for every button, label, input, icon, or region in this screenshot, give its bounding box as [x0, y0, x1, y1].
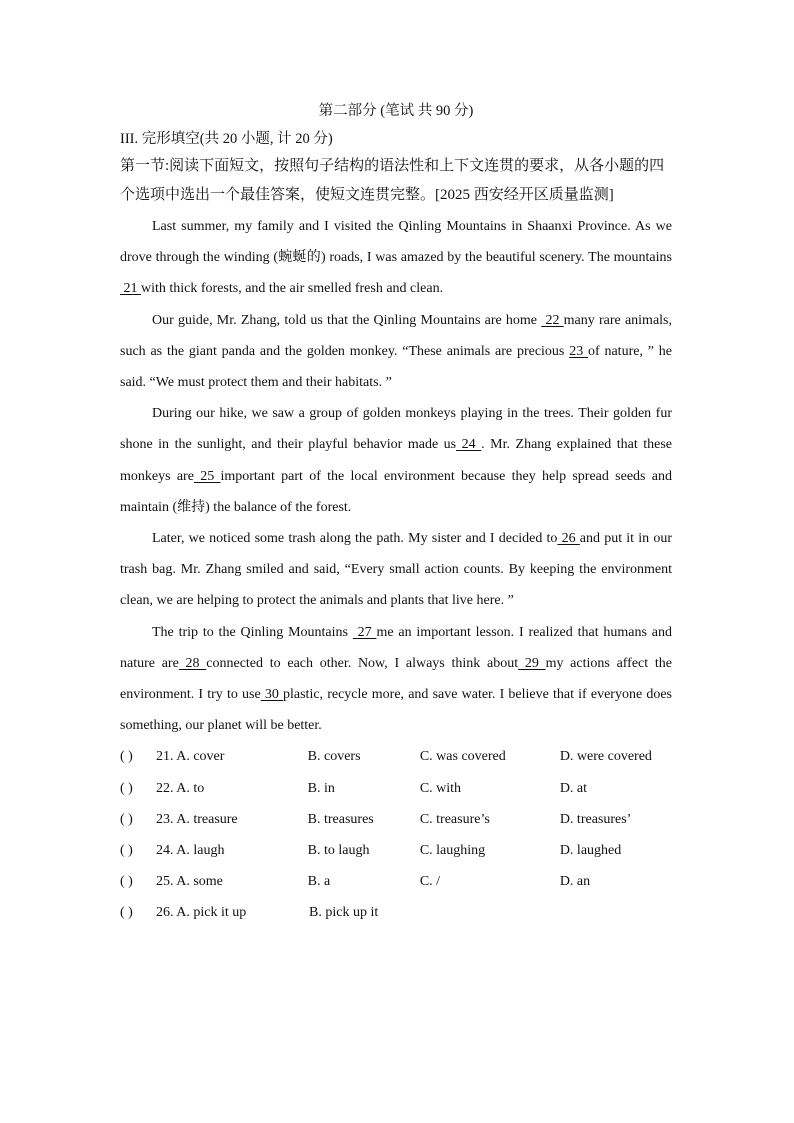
- option-a: 22. A. to: [156, 780, 205, 796]
- blank-number: 29: [518, 655, 546, 671]
- exam-page: [120, 98, 672, 929]
- option-b: B. a: [307, 874, 331, 890]
- passage-paragraph-1: [120, 211, 672, 305]
- answer-bracket[interactable]: ( ): [120, 749, 133, 765]
- option-d: D. an: [559, 874, 591, 890]
- passage-text: and put it in our trash bag. Mr. Zhang smiled and said, “Every small action counts. By keeping the environment clean, we are helping to protect the animals and plants that live here. ”: [120, 531, 673, 609]
- question-row: [120, 804, 672, 835]
- passage-text: many rare animals, such as the giant panda and the golden monkey. “These animals are precious: [120, 312, 672, 359]
- option-c: C. treasure’s: [419, 811, 490, 827]
- passage-text: with thick forests, and the air smelled fresh and clean.: [141, 281, 444, 297]
- question-row: [120, 897, 672, 928]
- blank-number: 25: [193, 468, 221, 484]
- passage-text: important part of the local environment because they help spread seeds and maintain (维持) the balance of the forest.: [120, 468, 672, 515]
- passage-text: me an important lesson. I realized that humans and nature are: [120, 624, 672, 671]
- question-options: [120, 741, 672, 928]
- answer-bracket[interactable]: ( ): [120, 843, 133, 859]
- option-b: B. to laugh: [307, 843, 370, 859]
- question-row: [120, 835, 672, 866]
- option-a: 21. A. cover: [156, 749, 225, 765]
- question-row: [120, 741, 672, 772]
- section-title: III. 完形填空(共 20 小题, 计 20 分): [120, 131, 333, 147]
- option-b: B. treasures: [307, 811, 374, 827]
- passage-text: Last summer, my family and I visited the Qinling Mountains in Shaanxi Province. As we drove through the winding (蜿蜒的) roads, I was amazed by the beautiful scenery. The mountains: [120, 219, 672, 266]
- answer-bracket[interactable]: ( ): [120, 874, 133, 890]
- passage-text: The trip to the Qinling Mountains: [152, 624, 353, 640]
- option-c: C. was covered: [419, 749, 506, 765]
- option-c: C. with: [419, 780, 462, 796]
- answer-bracket[interactable]: ( ): [120, 905, 133, 921]
- option-a: 23. A. treasure: [156, 811, 238, 827]
- option-d: D. were covered: [559, 749, 652, 765]
- passage-text: my actions affect the environment. I try to use: [120, 655, 672, 703]
- option-d: D. at: [559, 780, 588, 796]
- option-b: B. pick up it: [309, 905, 379, 921]
- option-a: 25. A. some: [156, 874, 223, 890]
- passage-paragraph-3: [120, 398, 672, 523]
- part-title: 第二部分 (笔试 共 90 分): [318, 103, 474, 119]
- passage-paragraph-5: [120, 617, 672, 742]
- passage-text: Later, we noticed some trash along the path. My sister and I decided to: [152, 531, 558, 547]
- blank-number: 27: [352, 624, 377, 640]
- passage-paragraph-2: [120, 305, 672, 399]
- answer-bracket[interactable]: ( ): [120, 780, 133, 796]
- blank-number: 24: [456, 437, 482, 453]
- passage-text: connected to each other. Now, I always think about: [206, 655, 519, 671]
- blank-number: 22: [541, 312, 564, 328]
- blank-number: 30: [260, 687, 283, 703]
- passage-paragraph-4: [120, 523, 672, 617]
- blank-number: 23: [569, 343, 588, 359]
- option-b: B. covers: [307, 749, 361, 765]
- passage-text: During our hike, we saw a group of golden monkeys playing in the trees. Their golden fur shone in the sunlight, and their playful behavior made us: [120, 406, 672, 453]
- blank-number: 21: [120, 281, 141, 297]
- passage-text: of nature, ” he said. “We must protect them and their habitats. ”: [120, 343, 672, 391]
- question-row: [120, 773, 672, 804]
- answer-bracket[interactable]: ( ): [120, 811, 133, 827]
- passage-text: Our guide, Mr. Zhang, told us that the Qinling Mountains are home: [152, 312, 542, 328]
- passage-text: plastic, recycle more, and save water. I believe that if everyone does something, our planet will be better.: [120, 687, 672, 734]
- blank-number: 26: [557, 531, 580, 547]
- option-c: C. /: [419, 874, 441, 890]
- option-c: C. laughing: [419, 843, 486, 859]
- instruction-text: 第一节:阅读下面短文，按照句子结构的语法性和上下文连贯的要求，从各小题的四个选项中选出一个最佳答案，使短文连贯完整。[2025 西安经开区质量监测]: [120, 158, 665, 203]
- option-d: D. laughed: [559, 843, 622, 859]
- blank-number: 28: [178, 655, 207, 671]
- option-d: D. treasures’: [559, 811, 632, 827]
- option-a: 24. A. laugh: [156, 843, 225, 859]
- passage-text: . Mr. Zhang explained that these monkeys are: [120, 437, 673, 484]
- option-b: B. in: [307, 780, 335, 796]
- cloze-passage: [120, 211, 672, 741]
- option-a: 26. A. pick it up: [156, 905, 247, 921]
- question-row: [120, 866, 672, 897]
